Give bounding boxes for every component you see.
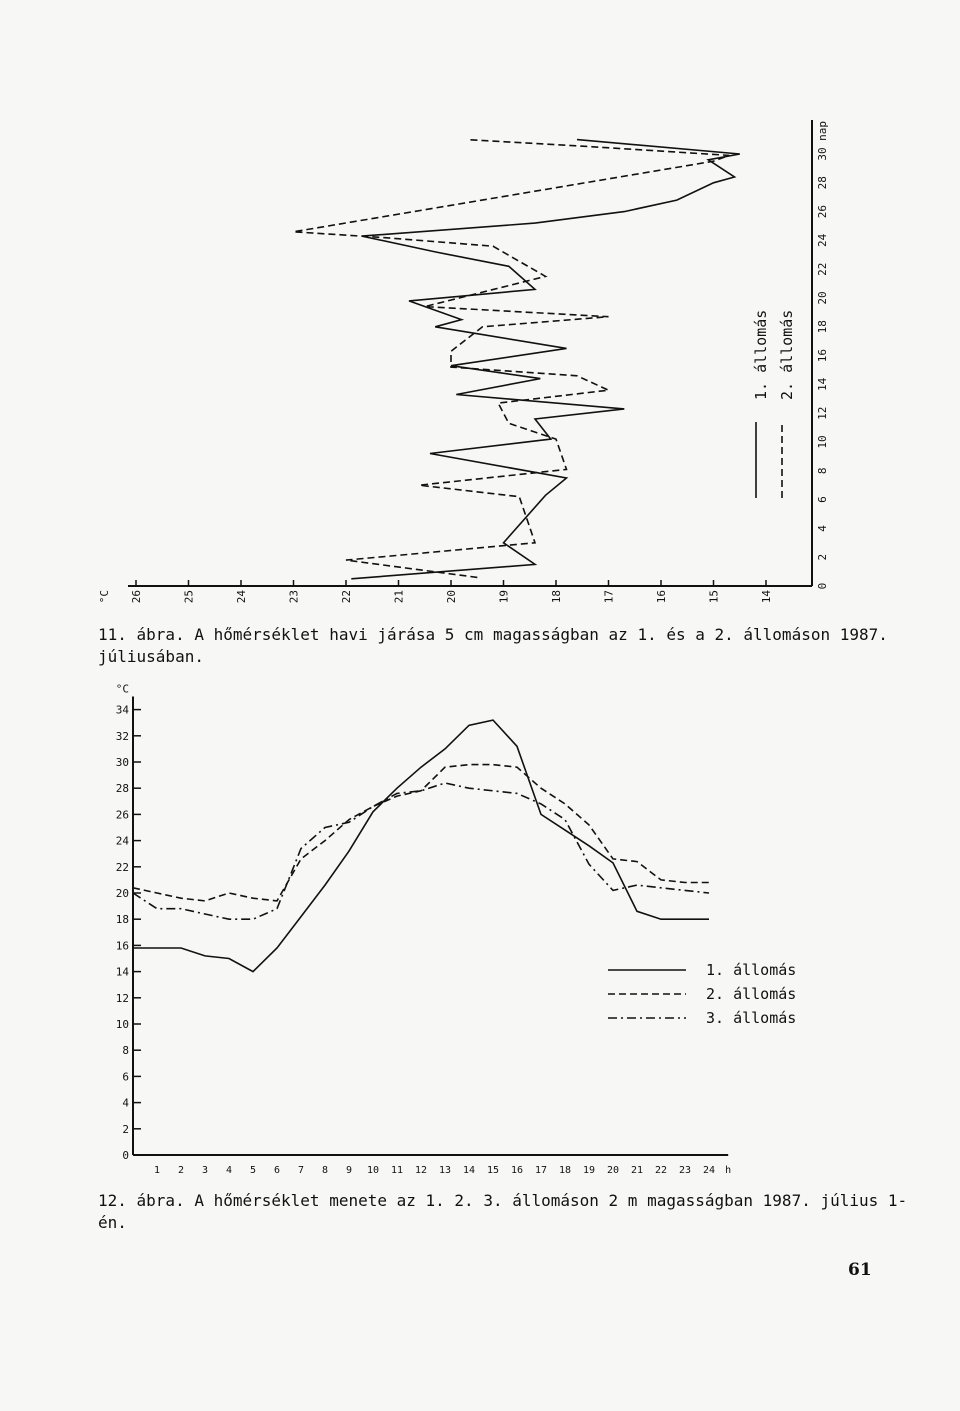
chart-12-x-tick-label: 5	[249, 1165, 257, 1176]
chart-12-y-tick-label: 2	[122, 1122, 129, 1136]
chart-12-legend-label: 2. állomás	[706, 985, 797, 1003]
chart-12-y-tick-label: 16	[115, 939, 129, 953]
chart-11-day-tick-label: 6	[816, 496, 829, 503]
chart-11-temp-tick-label: 21	[392, 590, 406, 604]
chart-12-legend-label: 1. állomás	[706, 961, 797, 979]
chart-11-day-tick-label: 22	[816, 262, 829, 276]
chart-11-temp-tick-label: 16	[655, 590, 668, 604]
chart-12-x-tick-label: 16	[510, 1165, 524, 1176]
chart-11-temp-tick-label: 25	[182, 590, 196, 604]
chart-11-temp-tick-label: 26	[130, 590, 143, 604]
chart-12-y-unit: °C	[115, 682, 129, 696]
chart-11-day-tick-label: 18	[816, 320, 829, 334]
chart-11-day-tick-label: 14	[816, 377, 829, 392]
figure-11-caption: 11. ábra. A hőmérséklet havi járása 5 cm magasságban az 1. és a 2. állomáson 1987. júliusában.	[98, 625, 898, 666]
chart-12-x-tick-label: 20	[606, 1165, 620, 1176]
chart-11-series-line-1	[351, 140, 740, 579]
chart-11-y-unit: °C	[98, 590, 111, 604]
chart-12-x-tick-label: 21	[630, 1165, 644, 1176]
chart-11-day-tick-label: 30	[816, 147, 829, 161]
chart-12-series-line-1	[133, 720, 709, 972]
chart-12-x-tick-label: 2	[177, 1165, 185, 1176]
chart-11-legend-label: 2. állomás	[778, 309, 796, 400]
chart-12-y-tick-label: 14	[115, 965, 129, 979]
chart-11-series-line-2	[294, 140, 730, 578]
chart-12-y-tick-label: 20	[115, 887, 129, 900]
chart-11-legend-label: 1. állomás	[752, 309, 770, 400]
chart-12-series-line-2	[133, 765, 709, 901]
chart-12-x-tick-label: 24	[702, 1165, 716, 1176]
chart-12-x-tick-label: 23	[678, 1165, 692, 1176]
chart-12-x-tick-label: 19	[582, 1165, 596, 1176]
chart-11-day-tick-label: 28	[816, 176, 829, 190]
chart-11-temp-tick-label: 18	[550, 590, 563, 604]
chart-12-x-tick-label: 17	[534, 1165, 548, 1176]
chart-12-x-tick-label: 1	[153, 1165, 161, 1176]
chart-12-y-tick-label: 18	[115, 913, 129, 927]
chart-12-y-tick-label: 34	[115, 703, 129, 717]
chart-11-temp-tick-label: 22	[340, 590, 353, 604]
page-number: 61	[848, 1260, 872, 1280]
chart-12-x-tick-label: 3	[201, 1165, 209, 1176]
chart-12-y-tick-label: 30	[115, 756, 129, 769]
chart-12-y-tick-label: 10	[115, 1018, 129, 1031]
chart-12-y-tick-label: 8	[122, 1044, 129, 1058]
chart-12-x-tick-label: 10	[366, 1165, 380, 1176]
chart-11-x-unit: nap	[816, 121, 829, 141]
chart-11-day-tick-label: 16	[816, 348, 829, 363]
chart-11-day-tick-label: 2	[816, 553, 829, 561]
chart-11-day-tick-label: 10	[816, 435, 829, 449]
chart-11-temp-tick-label: 15	[707, 590, 721, 604]
chart-12-x-tick-label: 9	[345, 1165, 353, 1176]
chart-12-y-tick-label: 24	[115, 834, 129, 848]
chart-12-y-tick-label: 26	[115, 808, 129, 822]
chart-12-y-tick-label: 4	[122, 1096, 129, 1110]
chart-12-x-unit: h	[725, 1165, 732, 1176]
chart-12-y-tick-label: 32	[115, 729, 129, 743]
chart-12-x-tick-label: 15	[486, 1165, 500, 1176]
chart-11-day-tick-label: 20	[816, 291, 829, 305]
chart-11-temp-tick-label: 17	[602, 590, 616, 604]
chart-12-x-tick-label: 4	[225, 1165, 233, 1176]
chart-12-y-tick-label: 0	[122, 1149, 129, 1162]
chart-12-y-tick-label: 6	[122, 1070, 129, 1084]
chart-12-x-tick-label: 6	[273, 1165, 281, 1176]
chart-12-x-tick-label: 11	[390, 1165, 404, 1176]
chart-11-day-tick-label: 8	[816, 467, 829, 475]
chart-12-x-tick-label: 14	[462, 1165, 476, 1176]
chart-12-x-tick-label: 7	[297, 1165, 305, 1176]
chart-12-series-line-3	[133, 783, 709, 919]
chart-12-y-tick-label: 22	[115, 860, 129, 874]
chart-12-y-tick-label: 28	[115, 782, 129, 796]
chart-12-x-tick-label: 18	[558, 1165, 572, 1176]
chart-12-x-tick-label: 12	[414, 1165, 428, 1176]
chart-11-day-tick-label: 4	[816, 525, 829, 532]
figure-12-caption: 12. ábra. A hőmérséklet menete az 1. 2. 3. állomáson 2 m magasságban 1987. július 1-én.	[98, 1191, 908, 1232]
chart-11-day-tick-label: 12	[816, 406, 829, 420]
chart-11-day-tick-label: 24	[816, 233, 829, 248]
chart-12-x-tick-label: 22	[654, 1165, 668, 1176]
chart-11-temp-tick-label: 23	[287, 590, 301, 604]
chart-12-x-tick-label: 8	[321, 1165, 329, 1176]
chart-11-temp-tick-label: 20	[445, 590, 458, 604]
chart-12-x-tick-label: 13	[438, 1165, 452, 1176]
chart-11-temp-tick-label: 14	[760, 590, 773, 604]
chart-11-temp-tick-label: 24	[235, 590, 248, 604]
chart-11-temp-tick-label: 19	[497, 590, 511, 604]
chart-12-y-tick-label: 12	[115, 991, 129, 1005]
chart-11-day-tick-label: 0	[816, 582, 829, 590]
chart-11-day-tick-label: 26	[816, 204, 829, 219]
chart-12-legend-label: 3. állomás	[706, 1009, 797, 1027]
